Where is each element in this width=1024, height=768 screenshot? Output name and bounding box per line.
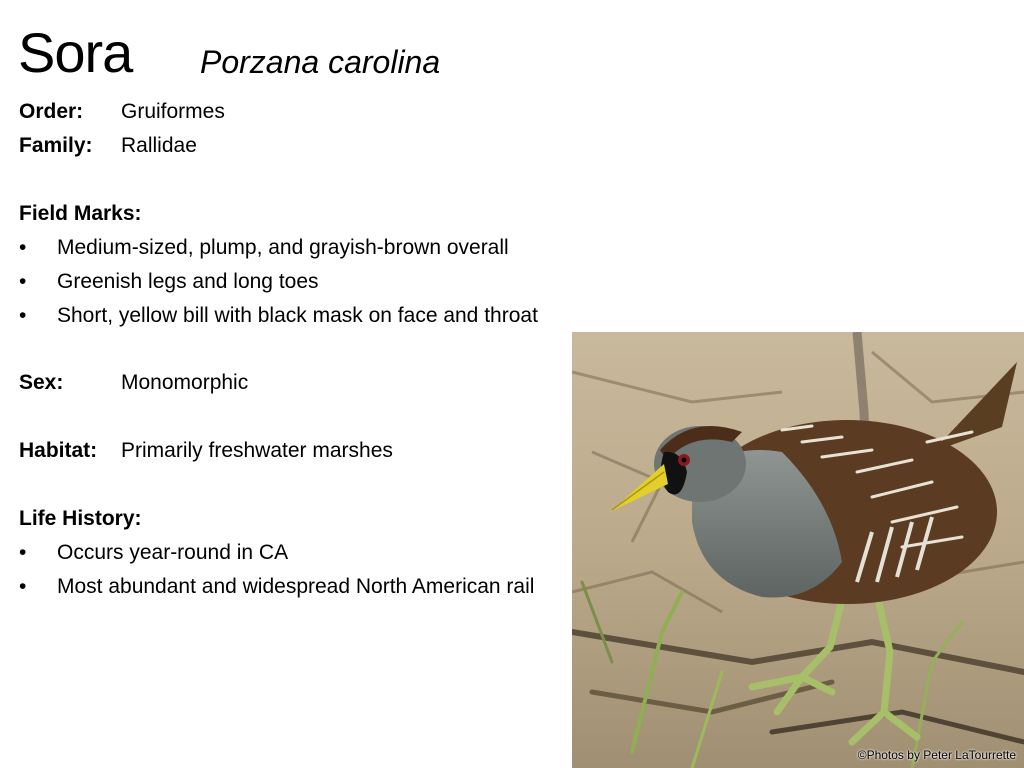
order-row	[19, 98, 225, 126]
sex-value: Monomorphic	[121, 371, 249, 394]
habitat-value: Primarily freshwater marshes	[121, 439, 393, 462]
photo-credit: ©Photos by Peter LaTourrette	[857, 748, 1016, 762]
order-label: Order:	[19, 100, 84, 123]
habitat-row	[19, 437, 393, 465]
life-history-text: Occurs year-round in CA	[57, 541, 289, 564]
field-mark-text: Short, yellow bill with black mask on face and throat	[57, 304, 538, 327]
bullet-marker: •	[19, 541, 27, 564]
family-value: Rallidae	[121, 134, 197, 157]
bullet-marker: •	[19, 575, 27, 598]
bullet-marker: •	[19, 236, 27, 259]
habitat-label: Habitat:	[19, 439, 98, 462]
bullet-marker: •	[19, 304, 27, 327]
field-mark-text: Medium-sized, plump, and grayish-brown overall	[57, 236, 509, 259]
bullet-marker: •	[19, 270, 27, 293]
sora-illustration	[572, 332, 1024, 768]
life-history-text: Most abundant and widespread North American rail	[57, 575, 535, 598]
sex-row	[19, 369, 249, 397]
scientific-name: Porzana carolina	[200, 44, 441, 80]
family-label: Family:	[19, 134, 93, 157]
field-mark-text: Greenish legs and long toes	[57, 270, 319, 293]
common-name: Sora	[18, 21, 133, 84]
order-value: Gruiformes	[121, 100, 225, 123]
life-history-heading: Life History:	[19, 507, 142, 530]
field-marks-heading: Field Marks:	[19, 202, 142, 225]
sora-photo	[572, 332, 1024, 768]
sex-label: Sex:	[19, 371, 64, 394]
family-row	[19, 132, 197, 160]
